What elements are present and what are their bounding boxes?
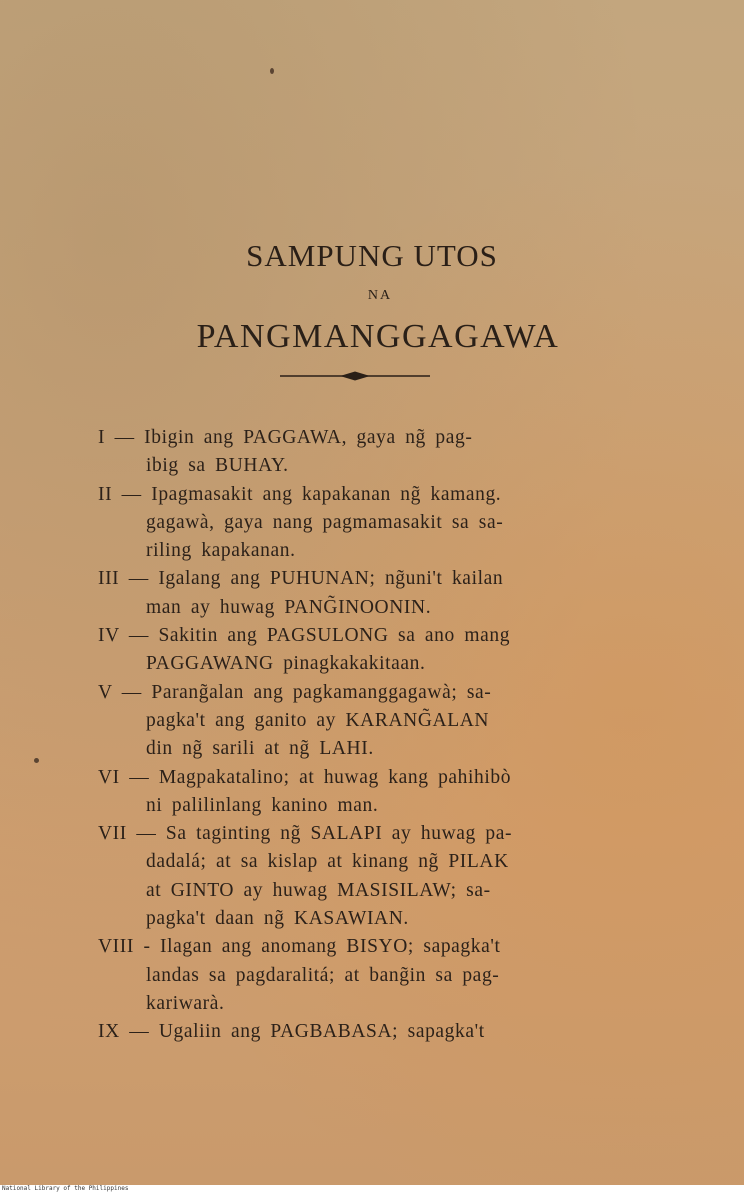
command-line: dadalá; at sa kislap at kinang ng̃ PILAK	[146, 851, 509, 873]
footer-credit: National Library of the Philippines	[0, 1185, 744, 1193]
command-item-7	[98, 820, 628, 933]
command-line: riling kapakanan.	[146, 540, 296, 562]
command-line: gagawà, gaya nang pagmamasakit sa sa-	[146, 511, 504, 533]
command-line: III — Igalang ang PUHUNAN; ng̃uni't kailan	[98, 568, 504, 590]
page-title: PANGMANGGAGAWA	[196, 318, 560, 355]
command-item-8	[98, 933, 628, 1018]
command-line: ni palilinlang kanino man.	[146, 794, 379, 816]
command-line: VII — Sa taginting ng̃ SALAPI ay huwag pa-	[98, 823, 513, 845]
command-item-4	[98, 622, 628, 679]
command-line: pagka't ang ganito ay KARANG̃ALAN	[146, 709, 490, 731]
command-line: PAGGAWANG pinagkakakitaan.	[146, 653, 426, 675]
command-line: pagka't daan ng̃ KASAWIAN.	[146, 908, 409, 930]
command-item-5	[98, 679, 628, 764]
command-line: V — Parang̃alan ang pagkamanggagawà; sa-	[98, 681, 492, 703]
command-line: II — Ipagmasakit ang kapakanan ng̃ kamang.	[98, 483, 502, 505]
command-line: ibig sa BUHAY.	[146, 455, 289, 477]
command-line: VIII - Ilagan ang anomang BISYO; sapagka't	[98, 936, 501, 958]
command-line: I — Ibigin ang PAGGAWA, gaya ng̃ pag-	[98, 427, 473, 448]
paper-speck	[270, 68, 274, 74]
title-line-2: NA	[367, 288, 393, 303]
command-line: din ng̃ sarili at ng̃ LAHI.	[146, 738, 374, 760]
command-line: VI — Magpakatalino; at huwag kang pahihibò	[98, 766, 512, 788]
command-item-9	[98, 1018, 628, 1046]
paper-speck	[34, 758, 39, 763]
command-line: landas sa pagdaralitá; at bang̃in sa pag-	[146, 964, 500, 986]
command-item-1	[98, 424, 628, 481]
command-line: man ay huwag PANG̃INOONIN.	[146, 596, 432, 618]
commands-list	[98, 424, 628, 1047]
title-line-1: SAMPUNG UTOS	[246, 238, 498, 273]
command-item-2	[98, 481, 628, 566]
command-item-6	[98, 764, 628, 821]
command-line: IX — Ugaliin ang PAGBABASA; sapagka't	[98, 1021, 485, 1043]
command-line: IV — Sakitin ang PAGSULONG sa ano mang	[98, 625, 511, 647]
command-line: at GINTO ay huwag MASISILAW; sa-	[146, 879, 491, 901]
command-item-3	[98, 565, 628, 622]
divider-ornament	[280, 370, 430, 382]
command-line: kariwarà.	[146, 992, 225, 1014]
